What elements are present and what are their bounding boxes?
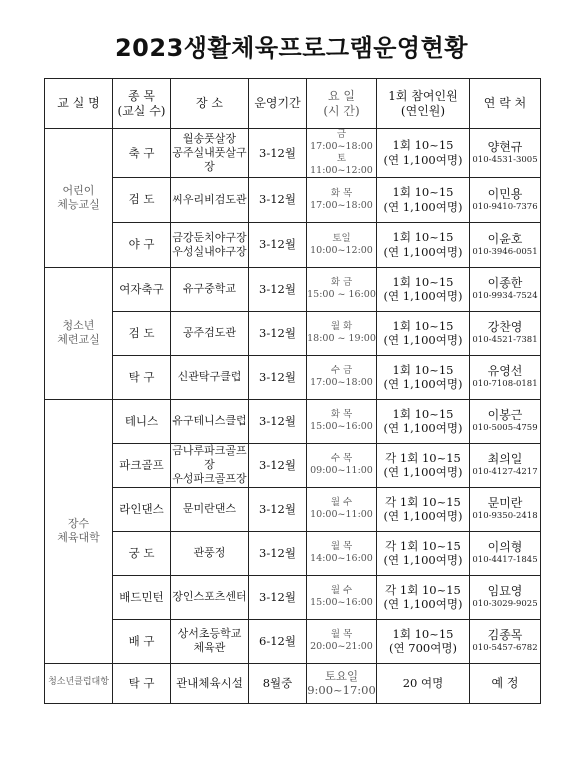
page-title: 2023생활체육프로그램운영현황 <box>114 34 468 62</box>
participants-cell: 1회 10~15 (연 1,100여명) <box>377 311 470 355</box>
participants-cell: 1회 10~15 (연 1,100여명) <box>377 399 470 443</box>
period-cell: 3-12월 <box>249 355 307 399</box>
period-cell: 3-12월 <box>249 443 307 487</box>
header-group: 교 실 명 <box>45 79 113 129</box>
schedule-cell: 화 목 17:00~18:00 <box>307 177 377 222</box>
header-period: 운영기간 <box>249 79 307 129</box>
schedule-cell: 화 금 15:00 ~ 16:00 <box>307 267 377 311</box>
participants-cell: 1회 10~15 (연 1,100여명) <box>377 222 470 267</box>
contact-cell: 이민용 010-9410-7376 <box>470 177 541 222</box>
table-row <box>45 531 541 575</box>
table-row <box>45 575 541 619</box>
schedule-cell: 수 목 09:00~11:00 <box>307 443 377 487</box>
header-sport: 종 목 (교실 수) <box>113 79 171 129</box>
venue-cell: 공주검도관 <box>171 311 249 355</box>
group-cell: 청소년클럽대항 <box>45 663 113 703</box>
participants-cell: 1회 10~15 (연 1,100여명) <box>377 355 470 399</box>
venue-cell: 장인스포츠센터 <box>171 575 249 619</box>
sport-cell: 축 구 <box>113 129 171 178</box>
period-cell: 3-12월 <box>249 222 307 267</box>
participants-cell: 1회 10~15 (연 1,100여명) <box>377 267 470 311</box>
contact-cell: 임묘영 010-3029-9025 <box>470 575 541 619</box>
schedule-cell: 월 화 18:00 ~ 19:00 <box>307 311 377 355</box>
participants-cell: 각 1회 10~15 (연 1,100여명) <box>377 531 470 575</box>
table-row <box>45 267 541 311</box>
period-cell: 3-12월 <box>249 575 307 619</box>
sport-cell: 여자축구 <box>113 267 171 311</box>
participants-cell: 1회 10~15 (연 1,100여명) <box>377 177 470 222</box>
venue-cell: 상서초등학교 체육관 <box>171 619 249 663</box>
sport-cell: 야 구 <box>113 222 171 267</box>
sport-cell: 궁 도 <box>113 531 171 575</box>
header-schedule: 요 일 (시 간) <box>307 79 377 129</box>
table-row <box>45 443 541 487</box>
venue-cell: 유구중학교 <box>171 267 249 311</box>
schedule-cell: 금 17:00~18:00 토 11:00~12:00 <box>307 129 377 178</box>
venue-cell: 월송풋살장 공주실내풋살구장 <box>171 129 249 178</box>
period-cell: 3-12월 <box>249 311 307 355</box>
period-cell: 3-12월 <box>249 267 307 311</box>
participants-cell: 각 1회 10~15 (연 1,100여명) <box>377 487 470 531</box>
header-venue: 장 소 <box>171 79 249 129</box>
schedule-cell: 토일 10:00~12:00 <box>307 222 377 267</box>
table-row <box>45 177 541 222</box>
table-row <box>45 399 541 443</box>
venue-cell: 씨우리비검도관 <box>171 177 249 222</box>
group-cell: 장수 체육대학 <box>45 399 113 663</box>
period-cell: 3-12월 <box>249 177 307 222</box>
participants-cell: 1회 10~15 (연 1,100여명) <box>377 129 470 178</box>
table-row <box>45 129 541 178</box>
venue-cell: 관내체육시설 <box>171 663 249 703</box>
sport-cell: 검 도 <box>113 177 171 222</box>
contact-cell: 이봉근 010-5005-4759 <box>470 399 541 443</box>
sport-cell: 탁 구 <box>113 355 171 399</box>
venue-cell: 신관탁구클럽 <box>171 355 249 399</box>
sport-cell: 파크골프 <box>113 443 171 487</box>
table-row <box>45 311 541 355</box>
period-cell: 8월중 <box>249 663 307 703</box>
period-cell: 6-12월 <box>249 619 307 663</box>
venue-cell: 유구테니스클럽 <box>171 399 249 443</box>
group-cell: 청소년 체련교실 <box>45 267 113 399</box>
venue-cell: 문미란댄스 <box>171 487 249 531</box>
period-cell: 3-12월 <box>249 487 307 531</box>
participants-cell: 각 1회 10~15 (연 1,100여명) <box>377 443 470 487</box>
header-contact: 연 락 처 <box>470 79 541 129</box>
schedule-cell: 토요일 9:00~17:00 <box>307 663 377 703</box>
contact-cell: 이윤호 010-3946-0051 <box>470 222 541 267</box>
contact-cell: 양현규 010-4531-3005 <box>470 129 541 178</box>
program-table <box>44 78 541 704</box>
header-row <box>45 79 541 129</box>
period-cell: 3-12월 <box>249 531 307 575</box>
contact-cell: 김종목 010-5457-6782 <box>470 619 541 663</box>
schedule-cell: 월 수 15:00~16:00 <box>307 575 377 619</box>
table-row <box>45 663 541 703</box>
contact-cell: 이의형 010-4417-1845 <box>470 531 541 575</box>
group-cell: 어린이 체능교실 <box>45 129 113 268</box>
schedule-cell: 화 목 15:00~16:00 <box>307 399 377 443</box>
venue-cell: 금나루파크골프장 우성파크골프장 <box>171 443 249 487</box>
schedule-cell: 월 목 14:00~16:00 <box>307 531 377 575</box>
participants-cell: 20 여명 <box>377 663 470 703</box>
participants-cell: 1회 10~15 (연 700여명) <box>377 619 470 663</box>
schedule-cell: 월 수 10:00~11:00 <box>307 487 377 531</box>
schedule-cell: 수 금 17:00~18:00 <box>307 355 377 399</box>
sport-cell: 테니스 <box>113 399 171 443</box>
contact-cell: 최의일 010-4127-4217 <box>470 443 541 487</box>
table-row <box>45 355 541 399</box>
header-participants: 1회 참여인원 (연인원) <box>377 79 470 129</box>
period-cell: 3-12월 <box>249 129 307 178</box>
contact-cell: 문미란 010-9350-2418 <box>470 487 541 531</box>
venue-cell: 관풍정 <box>171 531 249 575</box>
participants-cell: 각 1회 10~15 (연 1,100여명) <box>377 575 470 619</box>
sport-cell: 탁 구 <box>113 663 171 703</box>
sport-cell: 배드민턴 <box>113 575 171 619</box>
venue-cell: 금강둔치야구장 우성실내야구장 <box>171 222 249 267</box>
sport-cell: 배 구 <box>113 619 171 663</box>
table-row <box>45 222 541 267</box>
period-cell: 3-12월 <box>249 399 307 443</box>
contact-cell: 유영선 010-7108-0181 <box>470 355 541 399</box>
schedule-cell: 월 목 20:00~21:00 <box>307 619 377 663</box>
contact-cell: 이종한 010-9934-7524 <box>470 267 541 311</box>
contact-cell: 강찬영 010-4521-7381 <box>470 311 541 355</box>
sport-cell: 검 도 <box>113 311 171 355</box>
table-row <box>45 619 541 663</box>
sport-cell: 라인댄스 <box>113 487 171 531</box>
contact-cell: 예 정 <box>470 663 541 703</box>
table-row <box>45 487 541 531</box>
